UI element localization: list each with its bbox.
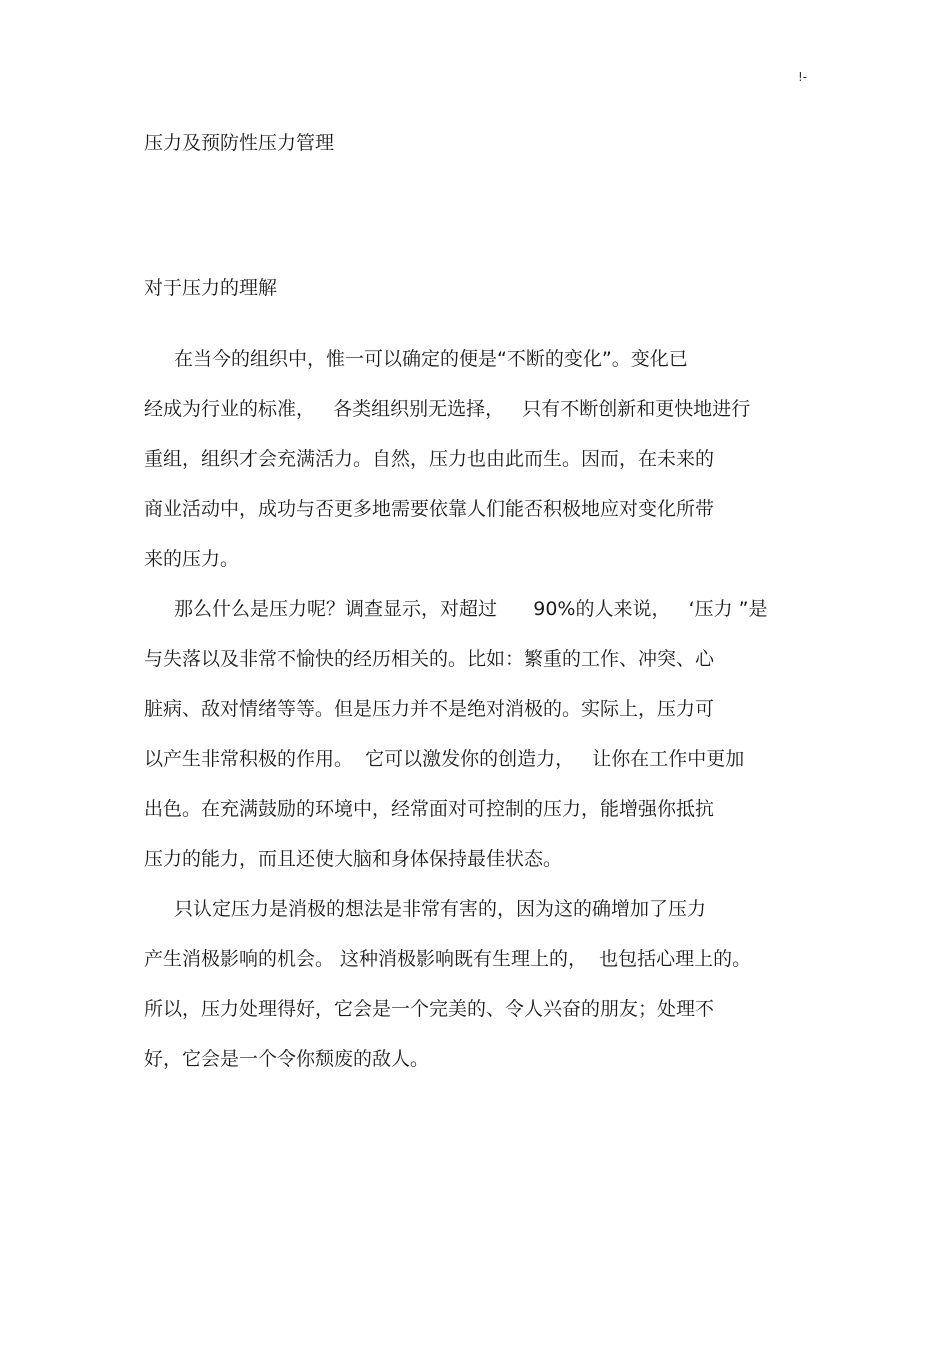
- paragraph-line: 商业活动中，成功与否更多地需要依靠人们能否积极地应对变化所带: [144, 498, 715, 520]
- paragraph-line: 那么什么是压力呢？调查显示，对超过 90%的人来说， ‘压力 ”是: [174, 598, 768, 620]
- section-heading: 对于压力的理解: [144, 277, 278, 299]
- paragraph-line: 压力的能力，而且还使大脑和身体保持最佳状态。: [144, 848, 563, 870]
- paragraph-line: 重组，组织才会充满活力。自然，压力也由此而生。因而，在未来的: [144, 448, 715, 470]
- document-title: 压力及预防性压力管理: [144, 132, 335, 154]
- paragraph-line: 所以，压力处理得好，它会是一个完美的、令人兴奋的朋友；处理不: [144, 998, 715, 1020]
- paragraph-line: 好，它会是一个令你颓废的敌人。: [144, 1048, 430, 1070]
- page-mark: !-: [798, 70, 808, 84]
- paragraph-line: 在当今的组织中，惟一可以确定的便是“不断的变化”。变化已: [174, 348, 688, 370]
- paragraph-line: 与失落以及非常不愉快的经历相关的。比如：繁重的工作、冲突、心: [144, 648, 715, 670]
- paragraph-line: 经成为行业的标准， 各类组织别无选择， 只有不断创新和更快地进行: [144, 398, 751, 420]
- paragraph-line: 以产生非常积极的作用。 它可以激发你的创造力， 让你在工作中更加: [144, 748, 745, 770]
- paragraph-line: 脏病、敌对情绪等等。但是压力并不是绝对消极的。实际上，压力可: [144, 698, 715, 720]
- paragraph-line: 产生消极影响的机会。 这种消极影响既有生理上的， 也包括心理上的。: [144, 948, 752, 970]
- paragraph-line: 出色。在充满鼓励的环境中，经常面对可控制的压力，能增强你抵抗: [144, 798, 715, 820]
- paragraph-line: 来的压力。: [144, 548, 240, 570]
- paragraph-line: 只认定压力是消极的想法是非常有害的，因为这的确增加了压力: [174, 898, 707, 920]
